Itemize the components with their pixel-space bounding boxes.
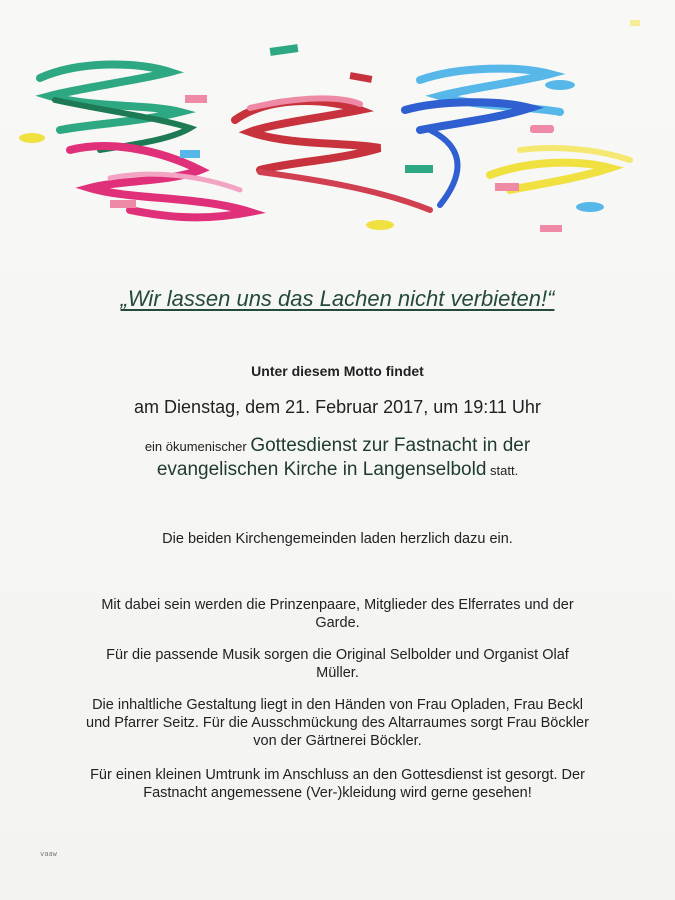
footnote-mark: vaaw <box>40 850 57 858</box>
service-title-line-1: Gottesdienst zur Fastnacht in der <box>250 435 531 456</box>
confetti-streamers-icon <box>0 0 675 250</box>
design-paragraph <box>20 696 655 750</box>
service-title-line-2: evangelischen Kirche in Langenselbold <box>156 459 487 480</box>
motto-heading: „Wir lassen uns das Lachen nicht verbieten!“ <box>120 286 555 311</box>
guests-paragraph <box>20 596 655 632</box>
service-announcement <box>20 434 655 482</box>
service-suffix: statt. <box>486 463 519 478</box>
invitation-text: Die beiden Kirchengemeinden laden herzlich dazu ein. <box>162 531 513 547</box>
music-paragraph <box>20 646 655 682</box>
design-line: Die inhaltliche Gestaltung liegt in den Händen von Frau Opladen, Frau Beckl <box>92 697 583 713</box>
service-prefix: ein ökumenischer <box>144 439 251 454</box>
drink-line: Fastnacht angemessene (Ver-)kleidung wird gerne gesehen! <box>143 785 532 801</box>
design-line: und Pfarrer Seitz. Für die Ausschmückung des Altarraumes sorgt Frau Böckler <box>86 715 589 731</box>
design-line: von der Gärtnerei Böckler. <box>253 733 422 749</box>
drink-line: Für einen kleinen Umtrunk im Anschluss an den Gottesdienst ist gesorgt. Der <box>90 767 585 783</box>
music-line: Müller. <box>316 665 359 681</box>
guests-line: Garde. <box>315 615 360 631</box>
intro-text: Unter diesem Motto findet <box>251 363 424 379</box>
guests-line: Mit dabei sein werden die Prinzenpaare, Mitglieder des Elferrates und der <box>101 597 574 613</box>
event-date: am Dienstag, dem 21. Februar 2017, um 19:11 Uhr <box>134 397 541 417</box>
refreshments-paragraph <box>20 766 655 802</box>
music-line: Für die passende Musik sorgen die Original Selbolder und Organist Olaf <box>106 647 569 663</box>
